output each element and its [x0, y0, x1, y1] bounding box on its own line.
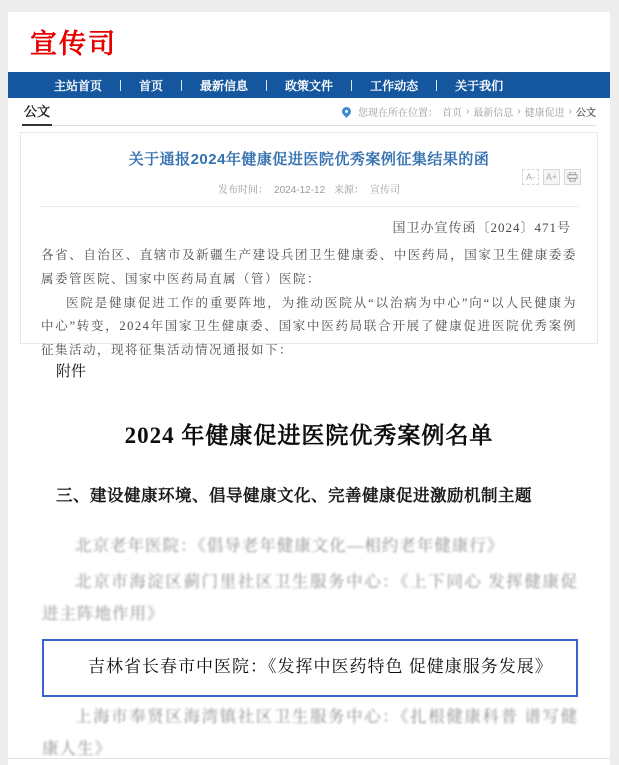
article-toolbar	[522, 169, 581, 185]
breadcrumb-separator: ›	[465, 106, 470, 117]
bottom-divider	[8, 758, 610, 759]
breadcrumb-bar	[22, 102, 596, 126]
source-value: 宣传司	[369, 185, 400, 196]
breadcrumb	[342, 104, 596, 125]
breadcrumb-prefix: 您现在所在位置：	[357, 108, 438, 119]
breadcrumb-separator: ›	[568, 106, 572, 117]
attachment-section-heading: 三、建设健康环境、倡导健康文化、完善健康促进激励机制主题	[56, 487, 532, 505]
breadcrumb-item-home[interactable]: 首页	[441, 108, 462, 119]
attachment-document	[8, 344, 610, 765]
document-number: 国卫办宣传函〔2024〕471号	[392, 220, 571, 235]
article-meta	[21, 181, 597, 196]
case-item-blurred: 上海市奉贤区海湾镇社区卫生服务中心：《扎根健康科普 谱写健康人生》	[42, 707, 578, 759]
site-header	[8, 12, 610, 61]
breadcrumb-item-health-promotion[interactable]: 健康促进	[524, 108, 565, 119]
highlighted-case-box	[42, 639, 578, 698]
nav-item-policy-documents[interactable]: 政策文件	[285, 78, 334, 93]
attachment-label: 附件	[56, 364, 87, 380]
font-increase-button[interactable]: A+	[543, 169, 560, 185]
source-label: 来源：	[333, 185, 364, 196]
breadcrumb-separator: ›	[517, 106, 521, 117]
case-item-blurred: 北京老年医院：《倡导老年健康文化—相约老年健康行》	[75, 536, 505, 555]
article-title: 关于通报2024年健康促进医院优秀案例征集结果的函	[128, 151, 490, 168]
article-body	[21, 236, 597, 363]
publish-date: 2024-12-12	[274, 185, 326, 196]
nav-item-home[interactable]: 首页	[139, 78, 164, 93]
nav-item-main-home[interactable]: 主站首页	[54, 78, 103, 93]
site-logo[interactable]: 宣传司	[30, 29, 117, 59]
nav-item-latest-info[interactable]: 最新信息	[200, 78, 249, 93]
printer-icon	[567, 172, 578, 182]
salutation-paragraph: 各省、自治区、直辖市及新疆生产建设兵团卫生健康委、中医药局，国家卫生健康委委属委管医院、国家中医药局直属（管）医院：	[41, 248, 577, 286]
attachment-title: 2024 年健康促进医院优秀案例名单	[124, 423, 494, 448]
case-list	[42, 530, 578, 765]
case-item-blurred: 北京市海淀区蓟门里社区卫生服务中心：《上下同心 发挥健康促进主阵地作用》	[42, 572, 578, 624]
print-button[interactable]	[564, 169, 581, 185]
page-container	[8, 12, 610, 765]
publish-time-label: 发布时间：	[218, 185, 269, 196]
body-paragraph: 医院是健康促进工作的重要阵地，为推动医院从“以治病为中心”向“以人民健康为中心”转变，2024年国家卫生健康委、国家中医药局联合开展了健康促进医院优秀案例征集活动，现将征集活动情况通报如下：	[41, 295, 577, 357]
nav-item-work-updates[interactable]: 工作动态	[370, 78, 419, 93]
breadcrumb-item-latest-info[interactable]: 最新信息	[473, 108, 514, 119]
tab-official-documents[interactable]: 公文	[22, 101, 52, 126]
meta-divider	[39, 206, 579, 207]
case-item-highlighted: 吉林省长春市中医院：《发挥中医药特色 促健康服务发展》	[88, 656, 553, 676]
font-decrease-button[interactable]: A-	[522, 169, 539, 185]
breadcrumb-item-current: 公文	[576, 108, 596, 119]
article-card	[20, 132, 598, 357]
main-navbar	[8, 72, 610, 98]
nav-item-about-us[interactable]: 关于我们	[455, 78, 504, 93]
location-pin-icon	[340, 105, 353, 118]
